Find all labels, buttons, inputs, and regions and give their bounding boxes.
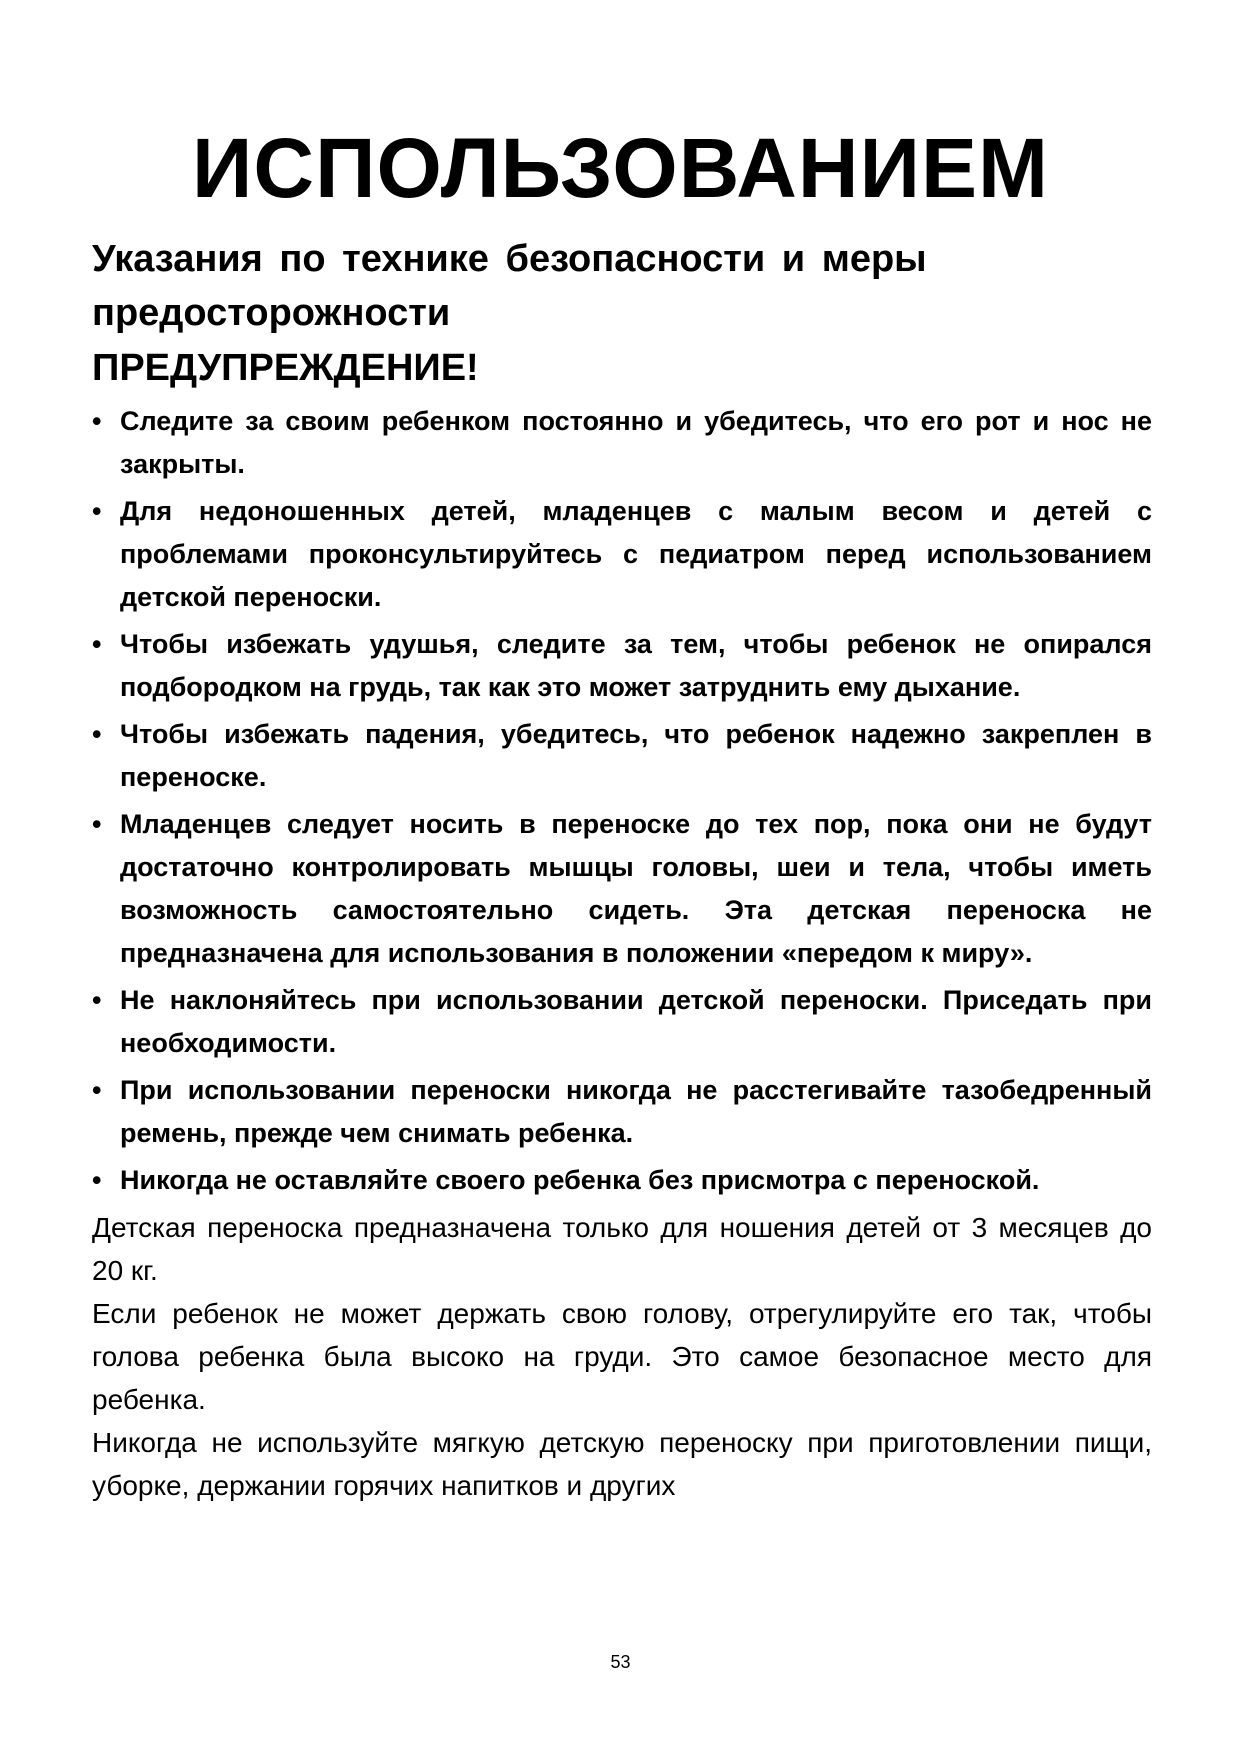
warning-label: ПРЕДУПРЕЖДЕНИЕ! [92,347,479,389]
page-title: ИСПОЛЬЗОВАНИЕМ [192,121,1049,215]
list-item-text: Младенцев следует носить в переноске до тех пор, пока они не будут достаточно контролировать мышцы головы, шеи и тела, чтобы иметь возможность самостоятельно сидеть. Эта детская переноска не предназначена для использования в положении «передом к миру». [120,809,1152,968]
safety-bullet-list [92,400,1152,1202]
list-item [92,400,1152,486]
bullet-icon: • [92,1075,102,1105]
bullet-icon: • [92,719,102,749]
list-item [92,1069,1152,1155]
list-item [92,1159,1152,1202]
list-item-text: Чтобы избежать падения, убедитесь, что ребенок надежно закреплен в переноске. [120,719,1152,792]
body-paragraph: Никогда не используйте мягкую детскую переноску при приготовлении пищи, уборке, держании горячих напитков и других [92,1427,1152,1501]
list-item-text: Чтобы избежать удушья, следите за тем, чтобы ребенок не опирался подбородком на грудь, так как это может затруднить ему дыхание. [120,629,1152,702]
bullet-icon: • [92,496,102,526]
list-item-text: Не наклоняйтесь при использовании детской переноски. Приседать при необходимости. [120,985,1152,1058]
bullet-icon: • [92,406,102,436]
list-item [92,803,1152,975]
section-heading: Указания по технике безопасности и меры предосторожности [92,238,927,334]
list-item [92,623,1152,709]
list-item-text: При использовании переноски никогда не расстегивайте тазобедренный ремень, прежде чем снимать ребенка. [120,1075,1152,1148]
bullet-icon: • [92,985,102,1015]
list-item-text: Никогда не оставляйте своего ребенка без присмотра с переноской. [120,1165,1040,1195]
bullet-icon: • [92,1165,102,1195]
bullet-icon: • [92,629,102,659]
page-number: 53 [610,1652,631,1672]
page-content [92,232,1152,1507]
body-paragraph: Если ребенок не может держать свою голову, отрегулируйте его так, чтобы голова ребенка была высоко на груди. Это самое безопасное место для ребенка. [92,1298,1152,1415]
list-item-text: Для недоношенных детей, младенцев с малым весом и детей с проблемами проконсультируйтесь с педиатром перед использованием детской переноски. [120,496,1152,612]
list-item [92,490,1152,619]
bullet-icon: • [92,809,102,839]
list-item [92,713,1152,799]
list-item-text: Следите за своим ребенком постоянно и убедитесь, что его рот и нос не закрыты. [120,406,1152,479]
body-paragraph: Детская переноска предназначена только для ношения детей от 3 месяцев до 20 кг. [92,1212,1152,1286]
list-item [92,979,1152,1065]
